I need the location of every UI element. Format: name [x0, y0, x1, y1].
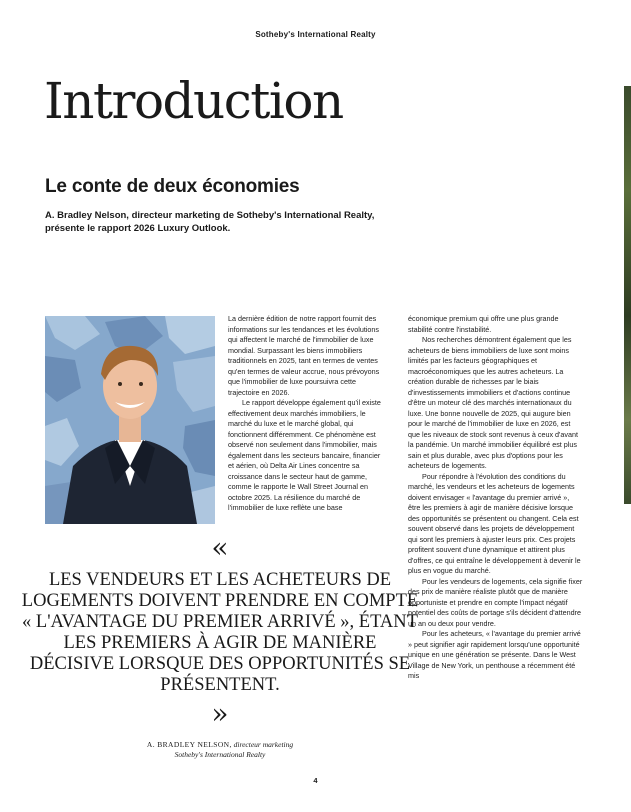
- body-paragraph: La dernière édition de notre rapport fournit des informations sur les tendances et les évolutions qui affectent le marché de l'immobilier de luxe mondial. Surpassant les biens immobiliers traditionnels en 2025, tant en termes de ventes qu'en termes de valeur accrue, nous prévoyons que l'immobilier de luxe poursuivra cette trajectoire en 2026.: [228, 314, 380, 397]
- open-quote-icon: «: [211, 531, 229, 564]
- body-paragraph: Pour les acheteurs, « l'avantage du premier arrivé » peut signifier agir rapidement lorsqu'une opportunité unique en une génération se présente. Dans le West Village de New York, un penthouse a récemment été mis: [408, 629, 581, 680]
- close-quote-icon: »: [211, 697, 229, 730]
- body-paragraph: Pour les vendeurs de logements, cela signifie fixer des prix de manière réaliste plutôt que de manière opportuniste et prendre en compte l'impact négatif potentiel des coûts de portage s'ils décident d'attendre un an ou deux pour vendre.: [408, 576, 583, 628]
- author-portrait-photo: [45, 316, 215, 524]
- body-paragraph: Pour répondre à l'évolution des conditions du marché, les vendeurs et les acheteurs de logements doivent envisager « l'avantage du premier arrivé », être les premiers à agir de manière décisive lorsque des opportunités se présentent ou changent. Cela est souvent observé dans les projets de développement qui sont les premiers à ajuster leurs prix. Ces projets profitent souvent d'une dynamique et attirent plus d'offres, ce qui entraîne le développement à devenir le plus en vogue du marché.: [408, 471, 581, 575]
- page-subtitle: Le conte de deux économies: [45, 176, 300, 197]
- article-deck: A. Bradley Nelson, directeur marketing de Sotheby's International Realty, présente le rapport 2026 Luxury Outlook.: [45, 210, 375, 234]
- page-number: 4: [313, 776, 318, 785]
- body-paragraph: Nos recherches démontrent également que les acheteurs de biens immobiliers de luxe sont moins limités par les facteurs géographiques et macroéconomiques que les autres acheteurs. La création durable de richesses par le biais d'investissements immobiliers et d'actions continue d'être un moteur clé des marchés internationaux du luxe. Une bonne nouvelle de 2025, qui augure bien pour le marché de l'immobilier de luxe en 2026, est que les niveaux de stock sont revenus à ceux d'avant la pandémie. Un marché immobilier équilibré est plus sain et plus durable, avec plus d'options pour les acheteurs de logements.: [408, 335, 578, 470]
- attribution-role: directeur marketing: [233, 740, 294, 749]
- pull-quote: LES VENDEURS ET LES ACHETEURS DE LOGEMENTS DOIVENT PRENDRE EN COMPTE « L'AVANTAGE DU PREMIER ARRIVÉ », ÉTANT LES PREMIERS À AGIR DE MANIÈRE DÉCISIVE LORSQUE DES OPPORTUNITÉS SE PRÉSENTENT.: [21, 570, 419, 695]
- body-paragraph: Le rapport développe également qu'il existe effectivement deux marchés immobiliers, le marché du luxe et le marché global, qui fonctionnent différemment. Ce phénomène est observé non seulement dans l'immobilier, mais également dans les secteurs bancaire, financier et aérien, où Delta Air Lines concentre sa croissance dans le secteur haut de gamme, comme le rapporte le Wall Street Journal en octobre 2025. La résilience du marché de l'immobilier de luxe reflète une base: [228, 398, 381, 512]
- pull-quote-attribution: [0, 740, 440, 760]
- brand-header: Sotheby's International Realty: [255, 30, 376, 39]
- body-column-1: [228, 314, 386, 514]
- attribution-name: A. BRADLEY NELSON,: [146, 740, 232, 749]
- edge-photo-strip: [624, 86, 631, 504]
- page-title: Introduction: [44, 72, 343, 130]
- body-paragraph: économique premium qui offre une plus grande stabilité contre l'instabilité.: [408, 314, 559, 334]
- body-column-2: [408, 314, 583, 682]
- attribution-company: Sotheby's International Realty: [174, 750, 266, 759]
